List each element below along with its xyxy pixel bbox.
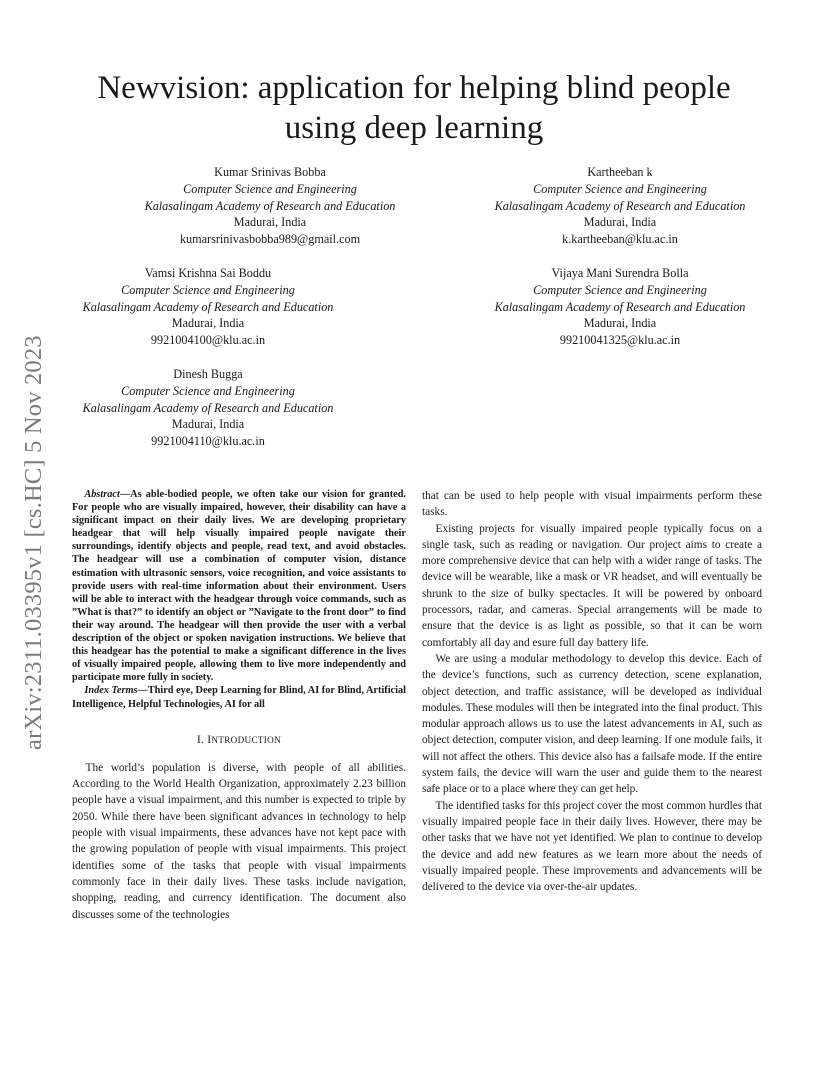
author-city: Madurai, India (171, 417, 245, 432)
abstract-text: —As able-bodied people, we often take our vision for granted. For people who are visually impaired, however, their disability can have a significant impact on their daily lives. We are developing proprietary headgear that will help visually impaired people navigate their surroundings, identify objects and people, read text, and avoid obstacles. The headgear will use a combination of computer vision, distance estimation with ultrasonic sensors, voice recognition, and voice assistants to provide users with real-time information about their environment. Users will be able to interact with the headgear through voice commands, such as ”What is that?” to identify an object or ”Navigate to the front door” to find their way around. The headgear will then provide the user with a verbal description of the object or spoken navigation instructions. We believe that this headgear has the potential to make a significant difference in the lives of visually impaired people, allowing them to live more independently and participate more fully in society. (72, 489, 406, 684)
paragraph: The identified tasks for this project cover the most common hurdles that visually impaired people face in their daily lives. However, there may be other tasks that we have not yet identified. We plan to continue to develop the device and add new features as we learn more about the needs of visually impaired people. These improvements and advancements will be delivered to the device via over-the-air updates. (422, 799, 762, 894)
section-rest: NTRODUCTION (211, 734, 282, 745)
paragraph: We are using a modular methodology to develop this device. Each of the device’s functions, such as currency detection, scene explanation, object detection, and traffic assistance, will be developed as individual modules. These modules will then be integrated into the final product. This modular approach allows us to use the latest advancements in AI, such as object detection, computer vision, and deep learning. If one module fails, it will not affect the others. This device also has a failsafe mode. If the entire system fails, the device will warn the user and guide them to the nearest safe place or to a place where they can get help. (422, 652, 762, 796)
right-column (422, 488, 762, 895)
author-block-5 (28, 366, 388, 450)
index-terms (72, 684, 406, 710)
author-institution: Kalasalingam Academy of Research and Education (144, 198, 396, 213)
arxiv-identifier: arXiv:2311.03395v1 [cs.HC] 5 Nov 2023 (20, 335, 47, 750)
left-column (72, 488, 406, 923)
author-city: Madurai, India (583, 215, 657, 230)
paragraph-continuation: that can be used to help people with visual impairments perform these tasks. (422, 490, 762, 519)
author-institution: Kalasalingam Academy of Research and Education (494, 198, 746, 213)
paragraph: The world’s population is diverse, with people of all abilities. According to the World Health Organization, approximately 2.23 billion people have a visual impairment, and this number is expected to triple by 2050. While there have been significant advances in technology to help people with visual impairments, these advances have not kept pace with the growing population of people with visual impairments. This project identifies some of the tasks that people with visual impairments commonly face in their daily lives. These tasks include navigation, shopping, reading, and currency identification. The document also discusses some of the technologies (72, 761, 406, 921)
paragraph: Existing projects for visually impaired people typically focus on a single task, such as reading or navigation. Our project aims to create a more comprehensive device that can help with a wider range of tasks. The device will be wearable, like a mask or VR headset, and will eventually be shrunk to the size of bulky spectacles. It will be powered by onboard processors, radar, and cameras. Special arrangements will be made to ensure that the device is as light as possible, so that it can be worn comfortably all day and esure full day battery life. (422, 522, 762, 649)
paper-title: Newvision: application for helping blind people using deep learning (97, 70, 731, 146)
index-terms-text: —Third eye, Deep Learning for Blind, AI for Blind, Artificial Intelligence, Helpful Technologies, AI for all (72, 685, 406, 710)
author-name: Vijaya Mani Surendra Bolla (551, 266, 689, 280)
author-city: Madurai, India (171, 316, 245, 331)
author-block-1 (90, 164, 450, 248)
author-city: Madurai, India (233, 215, 307, 230)
abstract (72, 488, 406, 684)
author-dept: Computer Science and Engineering (121, 282, 295, 297)
section-initial: I (207, 733, 212, 746)
author-dept: Computer Science and Engineering (533, 181, 707, 196)
author-block-3 (28, 265, 388, 349)
author-email[interactable]: kumarsrinivasbobba989@gmail.com (179, 232, 361, 247)
author-institution: Kalasalingam Academy of Research and Education (82, 299, 334, 314)
section-heading-introduction (72, 732, 406, 748)
author-email[interactable]: k.kartheeban@klu.ac.in (562, 232, 678, 247)
author-institution: Kalasalingam Academy of Research and Education (82, 400, 334, 415)
author-dept: Computer Science and Engineering (121, 383, 295, 398)
author-dept: Computer Science and Engineering (183, 181, 357, 196)
index-terms-lead: Index Terms (84, 685, 138, 697)
author-email[interactable]: 99210041325@klu.ac.in (559, 333, 681, 348)
author-email[interactable]: 9921004100@klu.ac.in (150, 333, 266, 348)
author-city: Madurai, India (583, 316, 657, 331)
abstract-lead: Abstract (84, 489, 120, 500)
author-name: Dinesh Bugga (173, 367, 243, 381)
author-institution: Kalasalingam Academy of Research and Education (494, 299, 746, 314)
author-name: Kumar Srinivas Bobba (214, 165, 326, 179)
author-name: Kartheeban k (587, 165, 653, 179)
author-dept: Computer Science and Engineering (533, 282, 707, 297)
author-email[interactable]: 9921004110@klu.ac.in (151, 434, 265, 449)
section-numeral: I. (196, 733, 205, 746)
author-block-2 (440, 164, 800, 248)
author-name: Vamsi Krishna Sai Boddu (144, 266, 272, 280)
author-block-4 (440, 265, 800, 349)
